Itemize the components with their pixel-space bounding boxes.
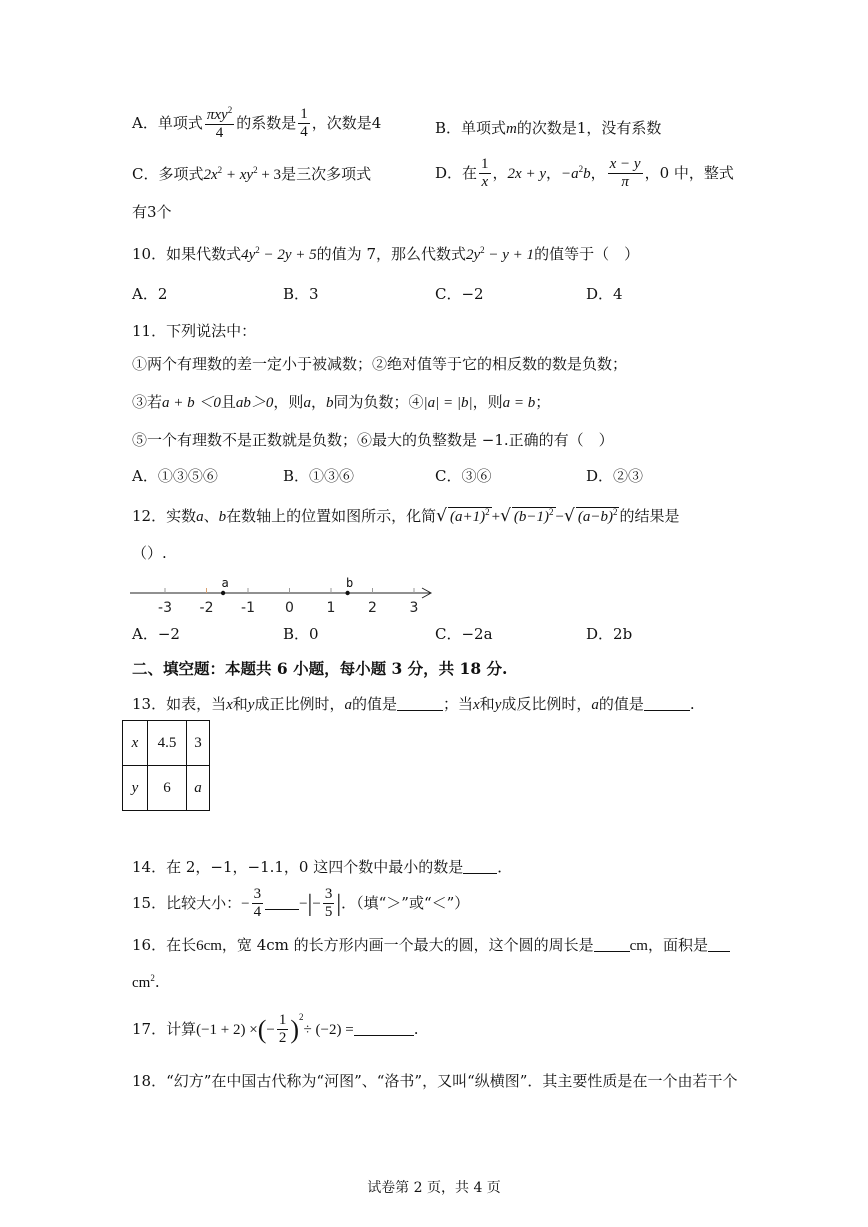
- point-label-b: b: [345, 576, 354, 590]
- axis-tick-label: 2: [368, 600, 377, 616]
- q9-d-frac1: $\frac{1}{x}$: [481, 156, 489, 191]
- q9-option-c: C．多项式$2x^2 + xy^2 + 3$是三次多项式: [132, 165, 372, 183]
- q11-title: 11．下列说法中：: [132, 322, 257, 340]
- q14-stem: 14．在 2，−1，−1.1，0 这四个数中最小的数是 ．: [132, 858, 513, 876]
- q11-line3: ⑤一个有理数不是正数就是负数；⑥最大的负整数是 −1.正确的有（ ）: [132, 431, 614, 449]
- q10-stem: 10．如果代数式$4y^2 - 2y + 5$的值为 7，那么代数式$2y^2 - y + 1$的值等于（ ）: [132, 245, 640, 263]
- q9-d-frac4: $\frac{x - y}{\pi}$: [609, 156, 641, 191]
- q10-option-d: D．4: [586, 285, 623, 303]
- point-label-a: a: [221, 576, 229, 590]
- q16-stem-cont: $cm^2$.: [132, 973, 160, 991]
- axis-tick-label: 1: [326, 600, 336, 616]
- q18-stem: 18．“幻方”在中国古代称为“河图”、“洛书”，又叫“纵横图”．其主要性质是在一个由若干个: [132, 1072, 738, 1090]
- q9-a-fraction: $\frac{\pi xy^2}{4}$: [206, 105, 233, 142]
- table-cell: 6: [148, 766, 187, 811]
- q16-blank-2[interactable]: [708, 937, 730, 952]
- q9-option-a: A．单项式 $\frac{\pi xy^2}{4}$ 的系数是 $\frac{1}{4}$ ，次数是4: [132, 105, 382, 142]
- q10-option-c: C．−2: [435, 285, 484, 303]
- section-2-title: 二、填空题：本题共 6 小题，每小题 3 分，共 18 分.: [132, 659, 508, 678]
- number-line-diagram: [128, 576, 448, 616]
- q15-frac1: $\frac{3}{4}$: [253, 886, 262, 921]
- q13-stem: 13．如表，当x和y成正比例时，a的值是 ；当x和y成反比例时，a的值是 .: [132, 695, 695, 713]
- table-row: [123, 766, 210, 811]
- q15-frac2: $\frac{3}{5}$: [324, 886, 333, 921]
- q11-line1: ①两个有理数的差一定小于被减数；②绝对值等于它的相反数的数是负数；: [132, 355, 628, 373]
- q11-option-a: A．①③⑤⑥: [132, 467, 218, 485]
- q11-option-d: D．②③: [586, 467, 644, 485]
- q13-table: [122, 720, 210, 811]
- q9-option-b: B．单项式m的次数是1，没有系数: [435, 119, 662, 137]
- q12-option-a: A．−2: [132, 625, 180, 643]
- q17-stem: 17．计算(−1 + 2) ×(− $\frac{1}{2}$ )$^2$÷ (−2) = .: [132, 1011, 419, 1047]
- q15-stem: 15．比较大小：− $\frac{3}{4}$ −|− $\frac{3}{5}$ |．（填“＞”或“＜”）: [132, 886, 470, 921]
- q16-stem: 16．在长6cm，宽 4cm 的长方形内画一个最大的圆，这个圆的周长是 cm，面积是: [132, 937, 730, 954]
- q11-option-b: B．①③⑥: [283, 467, 355, 485]
- table-cell: 3: [187, 721, 210, 766]
- axis-tick-label: 3: [409, 600, 419, 616]
- q13-blank-2[interactable]: [644, 696, 690, 711]
- page-footer: 试卷第 2 页，共 4 页: [367, 1180, 501, 1196]
- q12-option-b: B．0: [283, 625, 319, 643]
- q9-a-coef: $\frac{1}{4}$: [300, 106, 308, 141]
- q12-stem-cont: （）.: [132, 544, 167, 562]
- axis-tick-label: -2: [199, 600, 214, 616]
- q9-option-d-cont: 有3个: [132, 203, 172, 221]
- table-row: [123, 721, 210, 766]
- q13-blank-1[interactable]: [397, 696, 443, 711]
- q12-stem: 12．实数a、b在数轴上的位置如图所示，化简√ $(a+1)^2$ +√ $(b-1)^2$ −√ $(a-b)^2$ 的结果是: [132, 506, 680, 526]
- table-cell: y: [123, 766, 148, 811]
- q10-option-a: A．2: [132, 285, 168, 303]
- q12-option-c: C．−2a: [435, 625, 493, 643]
- q16-blank-1[interactable]: [594, 937, 630, 952]
- axis-tick-label: 0: [285, 600, 294, 616]
- axis-tick-label: -1: [241, 600, 255, 616]
- q11-option-c: C．③⑥: [435, 467, 492, 485]
- q14-blank[interactable]: [463, 859, 497, 874]
- axis-tick-label: -3: [158, 600, 172, 616]
- q12-option-d: D．2b: [586, 625, 633, 643]
- q17-blank[interactable]: [354, 1021, 414, 1036]
- table-cell: 4.5: [148, 721, 187, 766]
- q15-blank[interactable]: [265, 895, 299, 910]
- q10-option-b: B．3: [283, 285, 319, 303]
- q11-line2: ③若a + b ＜0且ab＞0，则a，b同为负数；④|a| = |b|，则a = b；: [132, 393, 551, 411]
- table-cell: x: [123, 721, 148, 766]
- point-a: [221, 591, 225, 595]
- point-b: [345, 591, 349, 595]
- q9-option-d: D．在 $\frac{1}{x}$ ，2x + y，$-a^2b$， $\frac{x - y}{\pi}$ ，0 中，整式: [435, 156, 734, 191]
- table-cell: a: [187, 766, 210, 811]
- q17-frac: $\frac{1}{2}$: [278, 1012, 287, 1047]
